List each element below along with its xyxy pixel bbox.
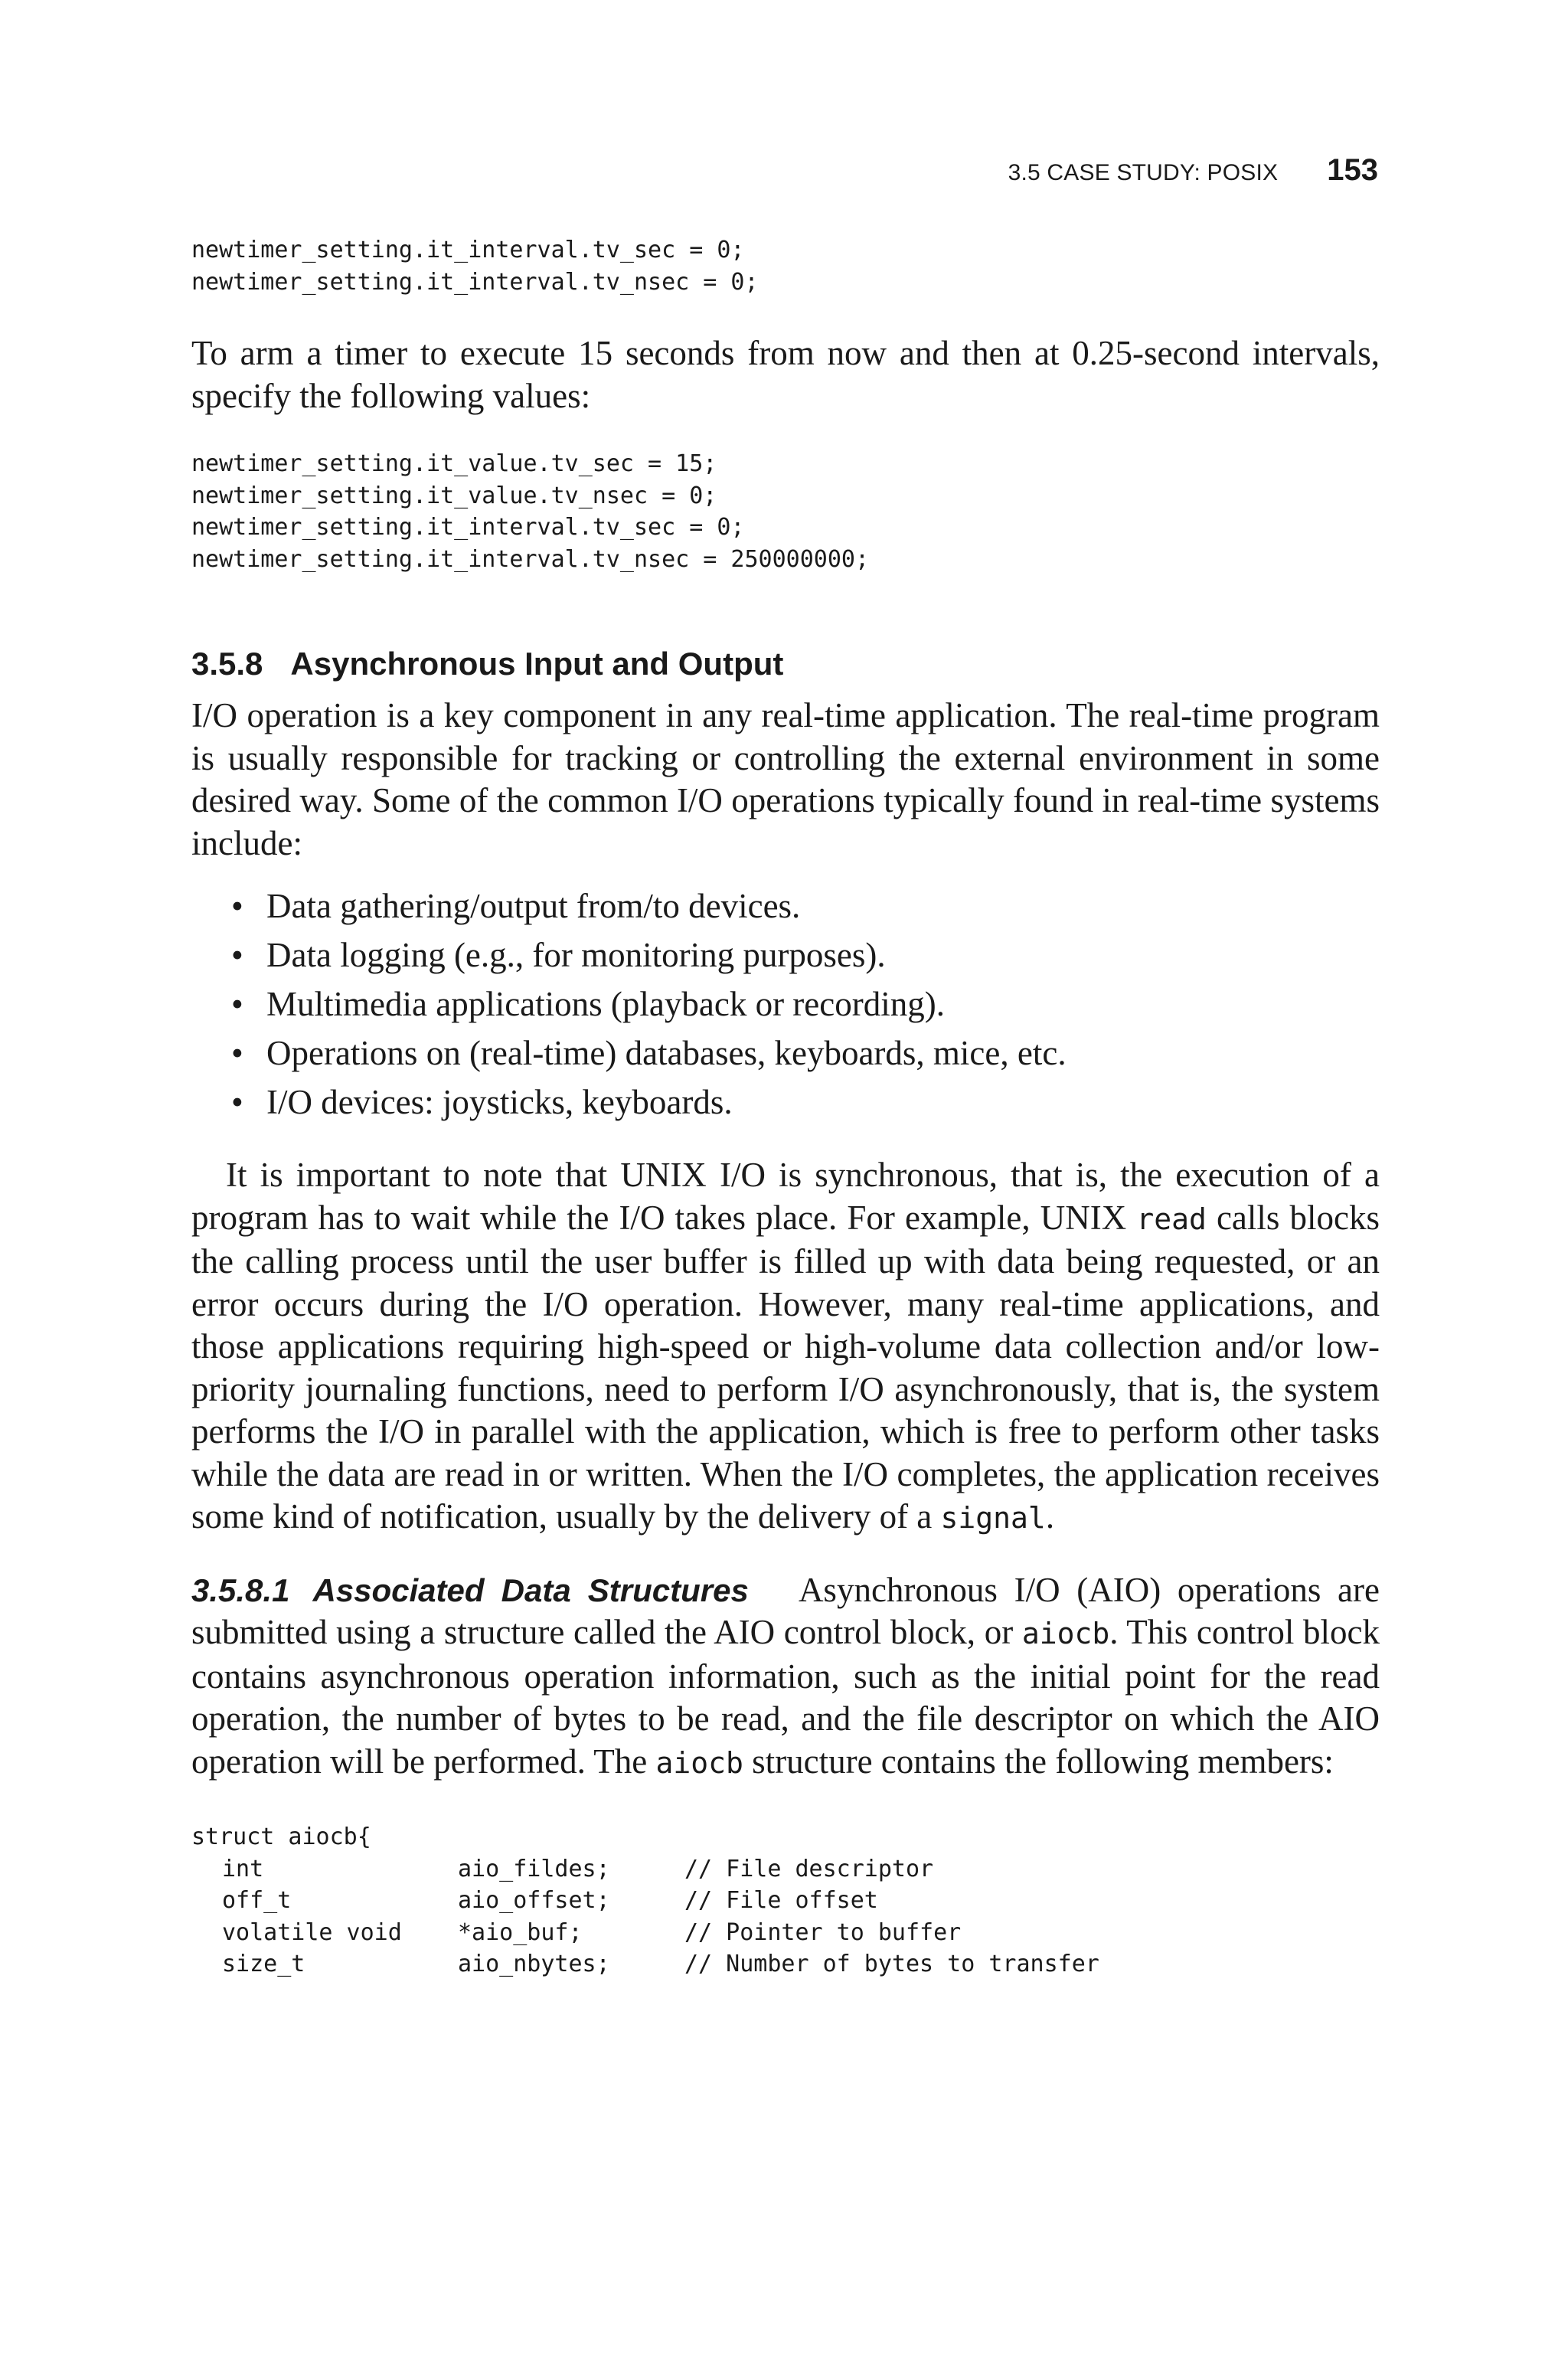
inline-code-aiocb: aiocb — [655, 1745, 743, 1780]
code-line: volatile void *aio_buf; // Pointer to buffer — [222, 1918, 962, 1946]
inline-code-signal: signal — [940, 1501, 1046, 1535]
code-block-aiocb-struct — [191, 1821, 1380, 1980]
bullet-list-io-operations — [191, 881, 1380, 1127]
code-line: struct aiocb{ — [191, 1823, 371, 1850]
bullet-icon: • — [231, 887, 243, 925]
paragraph-io-intro: I/O operation is a key component in any real-time application. The real-time program is usually responsible for tracking or controlling the external environment in some desired way. Some of the common I/O operations typically found in real-time systems include: — [191, 696, 1380, 862]
code-line: newtimer_setting.it_interval.tv_nsec = 0; — [191, 268, 759, 296]
list-item: • Multimedia applications (playback or recording). — [231, 980, 1380, 1029]
list-item: • I/O devices: joysticks, keyboards. — [231, 1078, 1380, 1127]
code-line: newtimer_setting.it_value.tv_sec = 15; — [191, 450, 717, 477]
page-content — [191, 234, 1380, 1980]
code-block-timer-reset — [191, 234, 1380, 298]
code-line: newtimer_setting.it_interval.tv_nsec = 250000000; — [191, 545, 870, 573]
bullet-icon: • — [231, 985, 243, 1023]
list-item: • Data logging (e.g., for monitoring purposes). — [231, 931, 1380, 980]
list-item: • Operations on (real-time) databases, keyboards, mice, etc. — [231, 1029, 1380, 1078]
paragraph-aio-structures: 3.5.8.1 Associated Data Structures Asynchronous I/O (AIO) operations are submitted using a structure called the AIO control block, or aiocb. This control block contains asynchronous operation information, such as the initial point for the read operation, the number of bytes to be read, and the file descriptor on which the AIO operation will be performed. The aiocb structure contains the following members: — [191, 1570, 1380, 1781]
code-block-timer-arm — [191, 448, 1380, 575]
list-item: • Data gathering/output from/to devices. — [231, 881, 1380, 931]
code-line: newtimer_setting.it_value.tv_nsec = 0; — [191, 482, 717, 509]
code-line: newtimer_setting.it_interval.tv_sec = 0; — [191, 237, 745, 263]
running-header — [1008, 153, 1378, 188]
bullet-icon: • — [231, 1083, 243, 1121]
section-title: Asynchronous Input and Output — [290, 646, 784, 682]
paragraph-arm-timer: To arm a timer to execute 15 seconds from now and then at 0.25-second intervals, specify the following values: — [191, 334, 1380, 415]
running-header-section: 3.5 CASE STUDY: POSIX — [1008, 160, 1279, 185]
subsection-number: 3.5.8.1 — [191, 1572, 290, 1608]
inline-code-aiocb: aiocb — [1021, 1617, 1110, 1650]
section-number: 3.5.8 — [191, 646, 263, 682]
code-line: off_t aio_offset; // File offset — [222, 1887, 878, 1914]
code-line: int aio_fildes; // File descriptor — [222, 1855, 934, 1882]
paragraph-sync-io: It is important to note that UNIX I/O is synchronous, that is, the execution of a program has to wait while the I/O takes place. For example, UNIX read calls blocks the calling process until the user buffer is filled up with data being requested, or an error occurs during the I/O operation. However, many real-time applications, and those applications requiring high-speed or high-volume data collection and/or low-priority journaling functions, need to perform I/O asynchronously, that is, the system performs the I/O in parallel with the application, which is free to perform other tasks while the data are read in or written. When the I/O completes, the application receives some kind of notification, usually by the delivery of a signal. — [191, 1156, 1380, 1536]
subsection-title: Associated Data Structures — [312, 1572, 749, 1608]
bullet-icon: • — [231, 1034, 243, 1072]
section-heading — [191, 646, 1380, 682]
inline-code-read: read — [1136, 1202, 1207, 1236]
page-number: 153 — [1327, 153, 1378, 187]
bullet-icon: • — [231, 936, 243, 974]
subsection-heading — [191, 1572, 749, 1608]
code-line: size_t aio_nbytes; // Number of bytes to transfer — [222, 1951, 1099, 1977]
code-line: newtimer_setting.it_interval.tv_sec = 0; — [191, 514, 745, 541]
